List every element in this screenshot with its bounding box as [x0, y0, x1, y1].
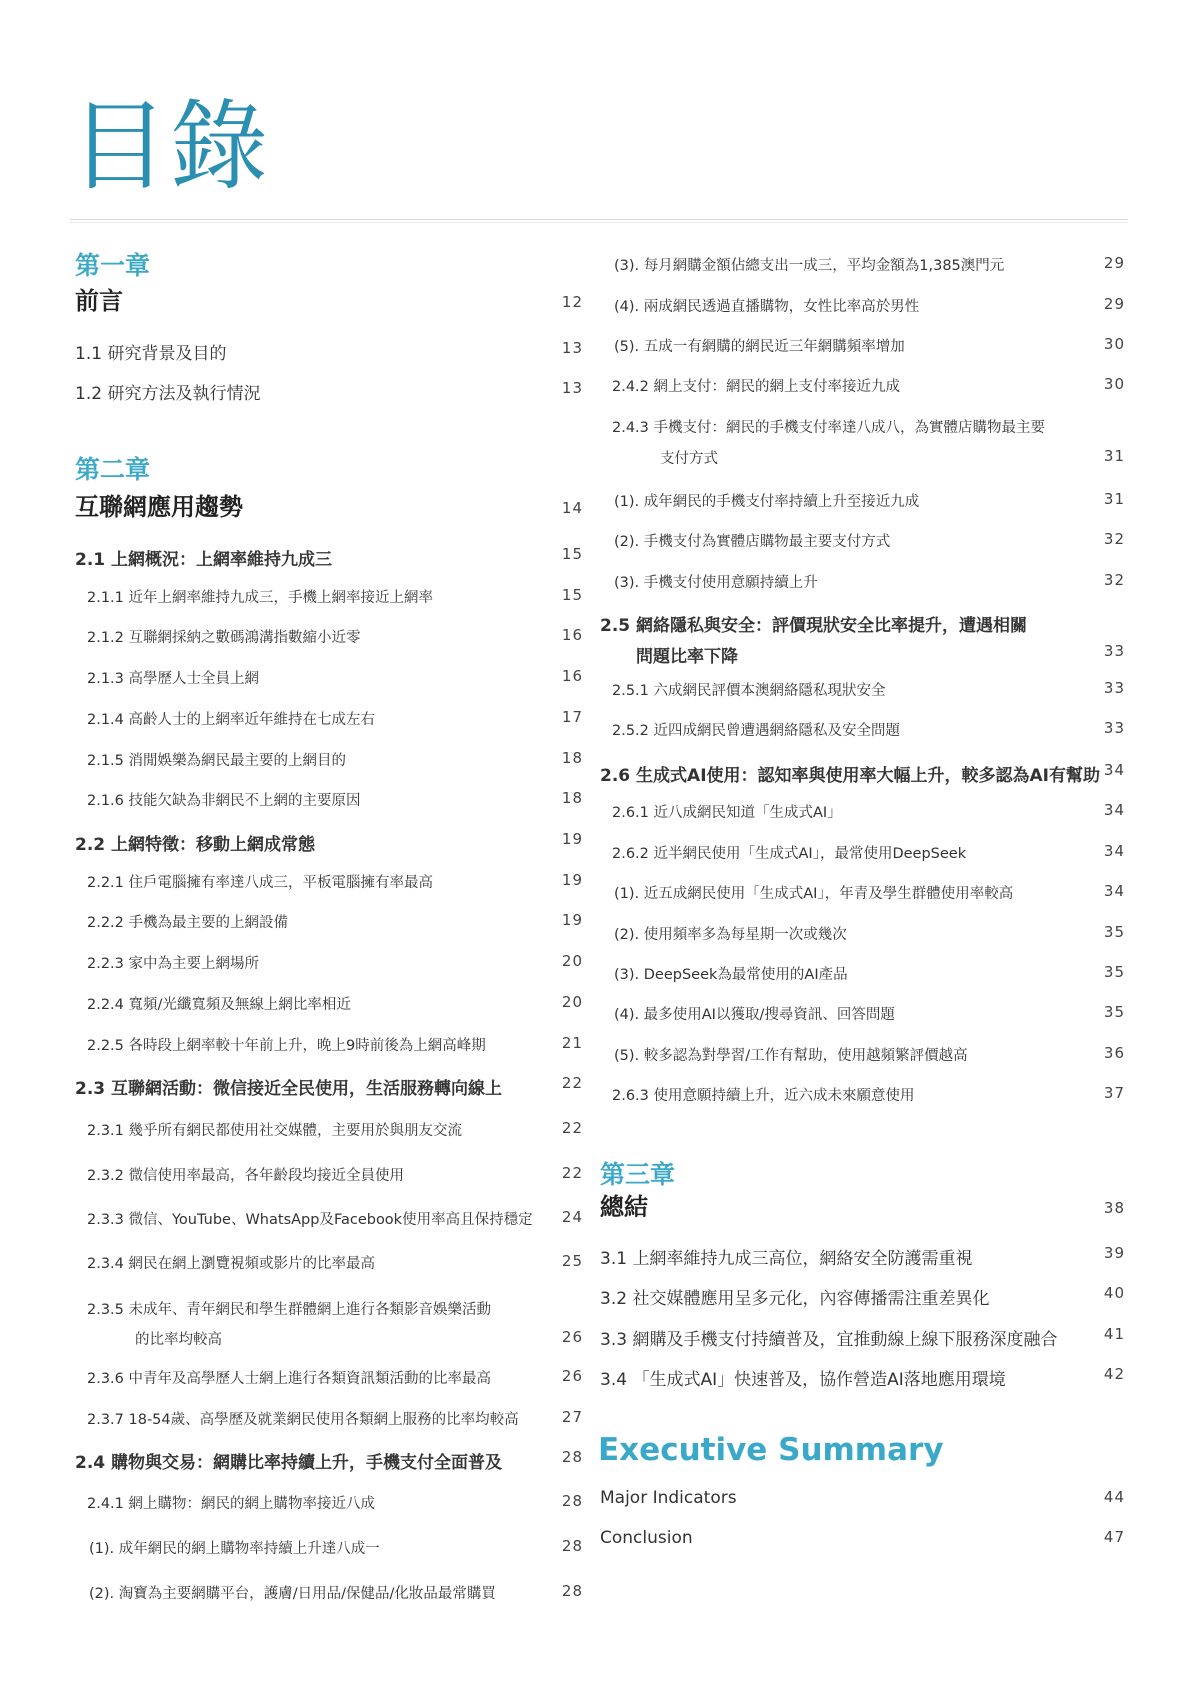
- toc-entry-title: 2.3.1 幾乎所有網民都使用社交媒體，主要用於與朋友交流: [87, 1123, 463, 1139]
- toc-page-number: 41: [1103, 1325, 1125, 1343]
- toc-entry-title: 2.3.4 網民在網上瀏覽視頻或影片的比率最高: [87, 1256, 376, 1272]
- toc-page-number: 34: [1103, 761, 1125, 779]
- toc-page-number: 29: [1103, 254, 1125, 272]
- toc-page-number: 27: [561, 1408, 583, 1426]
- toc-entry-title: 2.2.1 住戶電腦擁有率達八成三，平板電腦擁有率最高: [87, 875, 434, 891]
- toc-page-number: 47: [1103, 1528, 1125, 1546]
- toc-entry-title: (5). 較多認為對學習/工作有幫助，使用越頻繁評價越高: [614, 1048, 968, 1064]
- toc-page-number: 14: [561, 499, 583, 517]
- toc-entry-title: (3). DeepSeek為最常使用的AI產品: [614, 967, 848, 983]
- toc-page-number: 28: [561, 1537, 583, 1555]
- executive-summary-heading: Executive Summary: [598, 1432, 944, 1468]
- toc-entry-title: (2). 使用頻率多為每星期一次或幾次: [614, 927, 847, 943]
- toc-entry-title: 2.1.2 互聯網採納之數碼鴻溝指數縮小近零: [87, 630, 361, 646]
- toc-entry-title: 2.6.1 近八成網民知道「生成式AI」: [612, 805, 842, 821]
- toc-page-number: 44: [1103, 1488, 1125, 1506]
- toc-page-number: 16: [561, 667, 583, 685]
- toc-entry-title: 1.2 研究方法及執行情況: [75, 384, 261, 404]
- toc-page-number: 38: [1103, 1199, 1125, 1217]
- toc-entry-title: 2.5.1 六成網民評價本澳網絡隱私現狀安全: [612, 683, 886, 699]
- toc-page-number: 20: [561, 993, 583, 1011]
- toc-page-number: 28: [561, 1448, 583, 1466]
- toc-page-number: 31: [1103, 447, 1125, 465]
- toc-page-number: 13: [561, 379, 583, 397]
- toc-entry-title: (4). 兩成網民透過直播購物，女性比率高於男性: [614, 299, 920, 315]
- toc-entry-title: 的比率均較高: [135, 1332, 222, 1348]
- toc-page-number: 34: [1103, 842, 1125, 860]
- toc-page-number: 32: [1103, 571, 1125, 589]
- toc-entry-title: 2.3.6 中青年及高學歷人士網上進行各類資訊類活動的比率最高: [87, 1371, 492, 1387]
- toc-entry-title: 2.6.3 使用意願持續上升，近六成未來願意使用: [612, 1088, 915, 1104]
- toc-entry-title: 2.2.3 家中為主要上網場所: [87, 956, 260, 972]
- toc-entry-title: 3.3 網購及手機支付持續普及，宜推動線上線下服務深度融合: [600, 1330, 1058, 1350]
- chapter-label: 第三章: [600, 1160, 676, 1189]
- toc-page-number: 12: [561, 293, 583, 311]
- toc-page-number: 37: [1103, 1084, 1125, 1102]
- toc-page-number: 39: [1103, 1244, 1125, 1262]
- toc-entry-title: 2.3.7 18-54歲、高學歷及就業網民使用各類網上服務的比率均較高: [87, 1412, 519, 1428]
- toc-entry-title: 2.4.1 網上購物：網民的網上購物率接近八成: [87, 1496, 376, 1512]
- toc-page-number: 24: [561, 1208, 583, 1226]
- chapter-label: 第二章: [75, 455, 151, 484]
- toc-entry-title: 2.2 上網特徵：移動上網成常態: [75, 835, 316, 855]
- toc-page-number: 34: [1103, 882, 1125, 900]
- toc-entry-title: Major Indicators: [600, 1488, 737, 1508]
- toc-entry-title: 2.1.6 技能欠缺為非網民不上網的主要原因: [87, 793, 361, 809]
- toc-entry-title: 2.4.3 手機支付：網民的手機支付率達八成八，為實體店購物最主要: [612, 420, 1046, 436]
- toc-page-number: 33: [1103, 642, 1125, 660]
- toc-page-number: 33: [1103, 679, 1125, 697]
- toc-page-number: 31: [1103, 490, 1125, 508]
- page-title: 目錄: [70, 90, 271, 204]
- toc-page-number: 13: [561, 339, 583, 357]
- toc-entry-title: (3). 手機支付使用意願持續上升: [614, 575, 818, 591]
- toc-page-number: 32: [1103, 530, 1125, 548]
- toc-entry-title: Conclusion: [600, 1528, 693, 1548]
- toc-entry-title: (1). 近五成網民使用「生成式AI」，年青及學生群體使用率較高: [614, 886, 1014, 902]
- toc-page-number: 26: [561, 1328, 583, 1346]
- toc-page-number: 21: [561, 1034, 583, 1052]
- toc-entry-title: (5). 五成一有網購的網民近三年網購頻率增加: [614, 339, 905, 355]
- toc-page-number: 19: [561, 911, 583, 929]
- toc-entry-title: 2.6 生成式AI使用：認知率與使用率大幅上升，較多認為AI有幫助: [600, 766, 1100, 786]
- toc-page-number: 15: [561, 545, 583, 563]
- toc-page-number: 35: [1103, 923, 1125, 941]
- toc-page-number: 40: [1103, 1284, 1125, 1302]
- toc-entry-title: 2.1.3 高學歷人士全員上網: [87, 671, 260, 687]
- toc-page-number: 22: [561, 1074, 583, 1092]
- toc-entry-title: 2.6.2 近半網民使用「生成式AI」，最常使用DeepSeek: [612, 846, 967, 862]
- toc-page-number: 29: [1103, 295, 1125, 313]
- toc-page-number: 30: [1103, 375, 1125, 393]
- toc-page-number: 30: [1103, 335, 1125, 353]
- toc-entry-title: 2.1.5 消閒娛樂為網民最主要的上網目的: [87, 753, 347, 769]
- toc-page-number: 34: [1103, 801, 1125, 819]
- toc-entry-title: 問題比率下降: [636, 647, 738, 667]
- toc-entry-title: (2). 手機支付為實體店購物最主要支付方式: [614, 534, 891, 550]
- toc-page-number: 36: [1103, 1044, 1125, 1062]
- chapter-label: 第一章: [75, 251, 151, 280]
- toc-entry-title: 前言: [75, 287, 123, 315]
- toc-page-number: 35: [1103, 963, 1125, 981]
- title-divider: [70, 219, 1128, 223]
- toc-page-number: 33: [1103, 719, 1125, 737]
- toc-page-number: 22: [561, 1164, 583, 1182]
- toc-entry-title: 2.5.2 近四成網民曾遭遇網絡隱私及安全問題: [612, 723, 901, 739]
- toc-page-number: 42: [1103, 1365, 1125, 1383]
- toc-page-number: 18: [561, 749, 583, 767]
- toc-entry-title: 3.4 「生成式AI」快速普及，協作營造AI落地應用環境: [600, 1370, 1006, 1390]
- toc-entry-title: 2.1 上網概況：上網率維持九成三: [75, 550, 333, 570]
- toc-entry-title: 2.3 互聯網活動：微信接近全民使用，生活服務轉向線上: [75, 1079, 503, 1099]
- toc-entry-title: 3.2 社交媒體應用呈多元化，內容傳播需注重差異化: [600, 1289, 990, 1309]
- toc-entry-title: 互聯網應用趨勢: [75, 493, 243, 521]
- toc-entry-title: 2.1.4 高齡人士的上網率近年維持在七成左右: [87, 712, 376, 728]
- toc-entry-title: 總結: [600, 1193, 648, 1221]
- toc-entry-title: 2.3.3 微信、YouTube、WhatsApp及Facebook使用率高且保持穩定: [87, 1212, 533, 1228]
- toc-entry-title: 2.3.2 微信使用率最高，各年齡段均接近全員使用: [87, 1168, 405, 1184]
- toc-entry-title: 2.2.4 寬頻/光纖寬頻及無線上網比率相近: [87, 997, 351, 1013]
- toc-entry-title: 支付方式: [660, 451, 718, 467]
- toc-entry-title: 2.4 購物與交易：網購比率持續上升，手機支付全面普及: [75, 1453, 503, 1473]
- toc-page-number: 26: [561, 1367, 583, 1385]
- toc-entry-title: (1). 成年網民的手機支付率持續上升至接近九成: [614, 494, 920, 510]
- toc-page-number: 19: [561, 871, 583, 889]
- toc-entry-title: (3). 每月網購金額佔總支出一成三，平均金額為1,385澳門元: [614, 258, 1005, 274]
- toc-entry-title: 1.1 研究背景及目的: [75, 344, 227, 364]
- toc-page-number: 25: [561, 1252, 583, 1270]
- toc-entry-title: 2.4.2 網上支付：網民的網上支付率接近九成: [612, 379, 901, 395]
- toc-entry-title: 2.5 網絡隱私與安全：評價現狀安全比率提升，遭遇相關: [600, 616, 1028, 636]
- toc-page-number: 35: [1103, 1003, 1125, 1021]
- toc-entry-title: (1). 成年網民的網上購物率持續上升達八成一: [89, 1541, 380, 1557]
- toc-page-number: 15: [561, 586, 583, 604]
- toc-page-number: 17: [561, 708, 583, 726]
- toc-entry-title: 2.2.5 各時段上網率較十年前上升，晚上9時前後為上網高峰期: [87, 1038, 486, 1054]
- toc-entry-title: 2.1.1 近年上網率維持九成三，手機上網率接近上網率: [87, 590, 434, 606]
- toc-page-number: 22: [561, 1119, 583, 1137]
- toc-entry-title: (2). 淘寶為主要網購平台，護膚/日用品/保健品/化妝品最常購買: [89, 1586, 496, 1602]
- toc-entry-title: 3.1 上網率維持九成三高位，網絡安全防護需重視: [600, 1249, 973, 1269]
- toc-entry-title: (4). 最多使用AI以獲取/搜尋資訊、回答問題: [614, 1007, 895, 1023]
- toc-page-number: 28: [561, 1492, 583, 1510]
- toc-page-number: 19: [561, 830, 583, 848]
- toc-page-number: 20: [561, 952, 583, 970]
- toc-page-number: 18: [561, 789, 583, 807]
- toc-entry-title: 2.3.5 未成年、青年網民和學生群體網上進行各類影音娛樂活動: [87, 1302, 492, 1318]
- toc-page-number: 28: [561, 1582, 583, 1600]
- toc-entry-title: 2.2.2 手機為最主要的上網設備: [87, 915, 289, 931]
- toc-page-number: 16: [561, 626, 583, 644]
